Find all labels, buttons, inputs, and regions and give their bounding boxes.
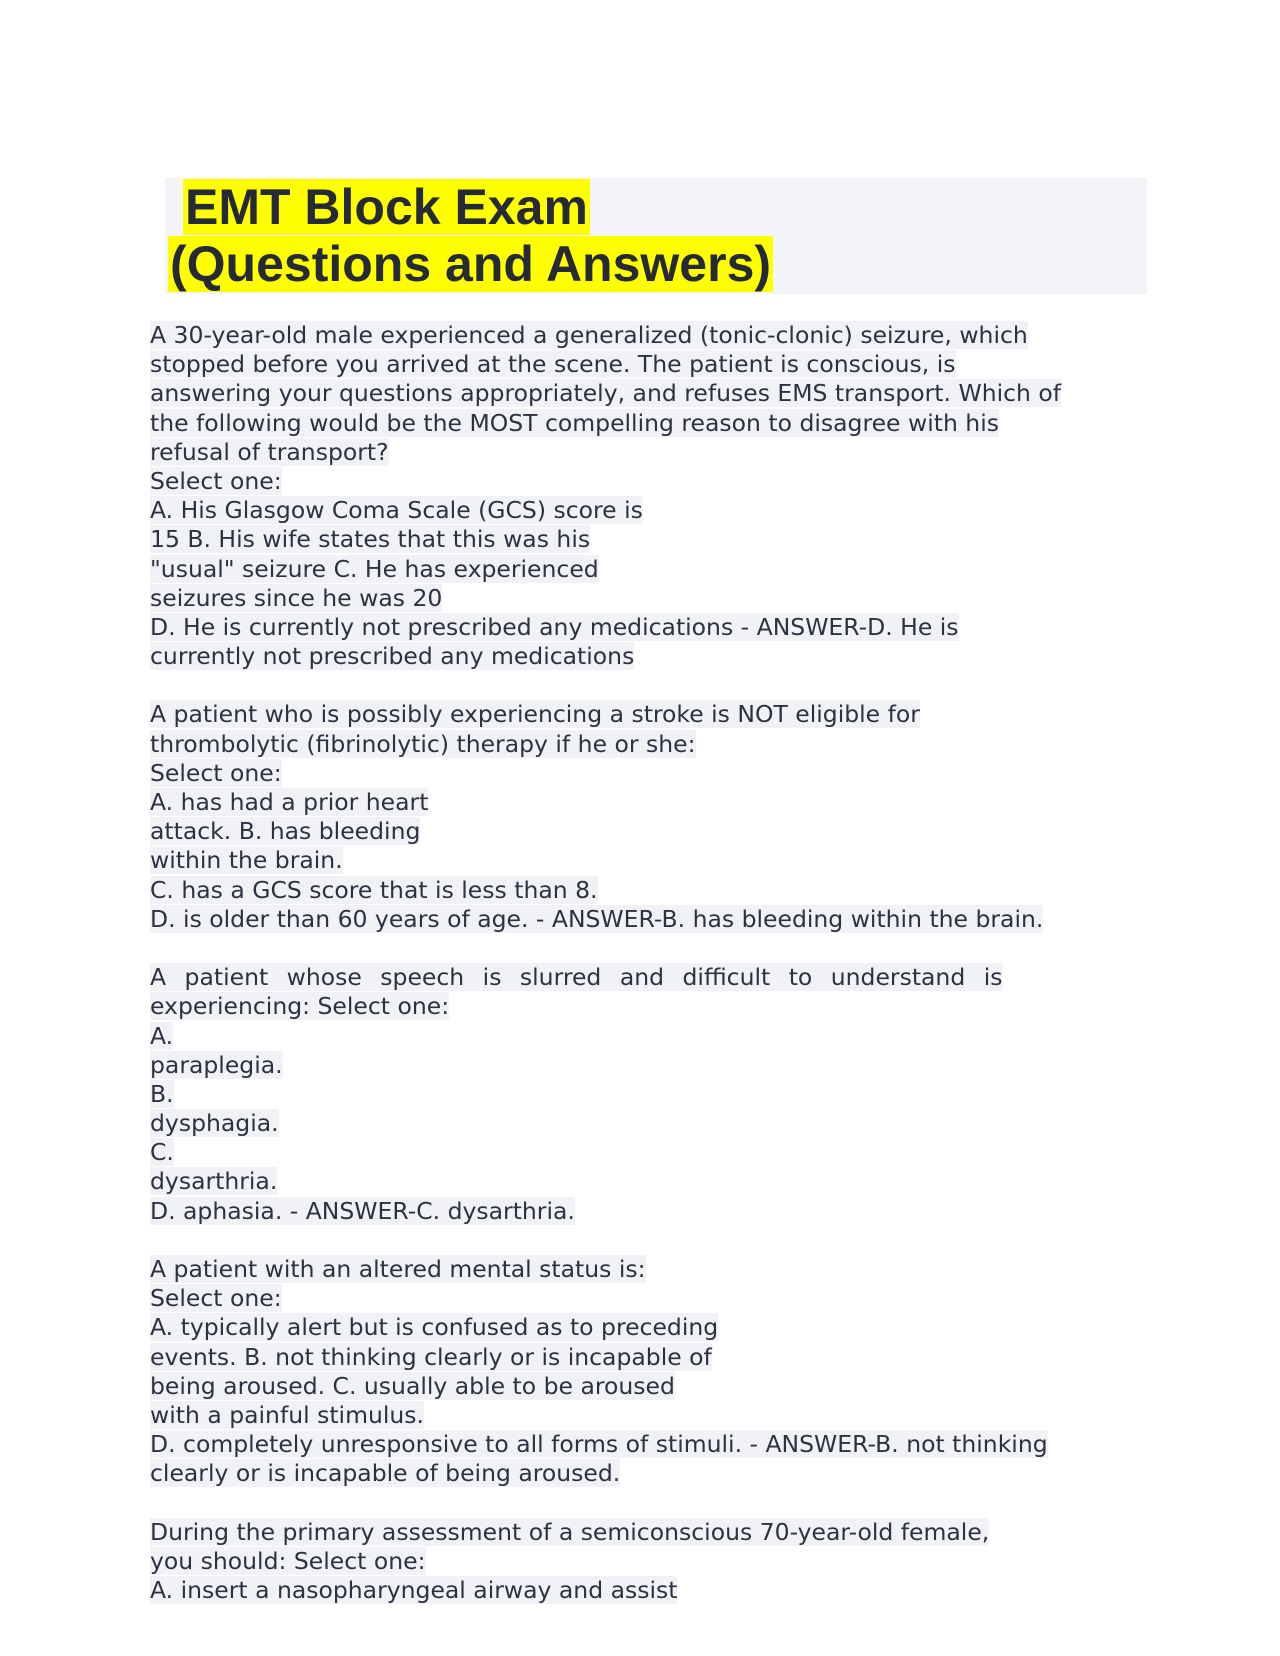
text-line: dysphagia. (150, 1109, 279, 1138)
document-title: EMT Block Exam (185, 179, 588, 235)
text-line: attack. B. has bleeding (150, 817, 421, 846)
question-block (150, 1518, 1130, 1606)
text-line: answering your questions appropriately, and refuses EMS transport. Which of (150, 379, 1062, 408)
text-line: the following would be the MOST compelling reason to disagree with his (150, 408, 999, 437)
text-line: Select one: (150, 1284, 282, 1313)
text-line: A. insert a nasopharyngeal airway and assist (150, 1576, 678, 1605)
text-line: "usual" seizure C. He has experienced (150, 554, 599, 583)
text-line: Select one: (150, 466, 282, 495)
document-body (150, 321, 1130, 1605)
text-line: thrombolytic (fibrinolytic) therapy if he or she: (150, 729, 696, 758)
text-line: D. He is currently not prescribed any medications - ANSWER-D. He is (150, 612, 959, 641)
text-line: stopped before you arrived at the scene. The patient is conscious, is (150, 350, 956, 379)
text-line: paraplegia. (150, 1050, 283, 1079)
text-line: seizures since he was 20 (150, 583, 443, 612)
text-line: C. (150, 1138, 174, 1167)
text-line: within the brain. (150, 846, 343, 875)
text-line: you should: Select one: (150, 1546, 426, 1575)
text-line: D. completely unresponsive to all forms of stimuli. - ANSWER-B. not thinking (150, 1430, 1048, 1459)
text-line: During the primary assessment of a semiconscious 70-year-old female, (150, 1517, 990, 1546)
text-line: being aroused. C. usually able to be aroused (150, 1371, 675, 1400)
question-block (150, 321, 1130, 671)
text-line: refusal of transport? (150, 437, 389, 466)
text-line: C. has a GCS score that is less than 8. (150, 875, 598, 904)
question-block (150, 963, 1130, 1226)
text-line: events. B. not thinking clearly or is incapable of (150, 1342, 712, 1371)
text-line: clearly or is incapable of being aroused. (150, 1459, 621, 1488)
document-subtitle: (Questions and Answers) (170, 236, 772, 292)
text-line: D. aphasia. - ANSWER-C. dysarthria. (150, 1196, 575, 1225)
text-line: A. His Glasgow Coma Scale (GCS) score is (150, 496, 643, 525)
text-line: dysarthria. (150, 1167, 278, 1196)
question-block (150, 1255, 1130, 1489)
text-line: Select one: (150, 758, 282, 787)
text-line: B. (150, 1079, 174, 1108)
text-line: D. is older than 60 years of age. - ANSWER-B. has bleeding within the brain. (150, 904, 1044, 933)
text-line: experiencing: Select one: (150, 992, 450, 1021)
text-line: A 30-year-old male experienced a generalized (tonic-clonic) seizure, which (150, 321, 1028, 349)
text-line: A. has had a prior heart (150, 788, 429, 816)
text-line: A. (150, 1021, 174, 1050)
text-line: A patient whose speech is slurred and difficult to understand is (150, 963, 1003, 992)
text-line: with a painful stimulus. (150, 1400, 425, 1429)
text-line: 15 B. His wife states that this was his (150, 525, 591, 554)
text-line: A patient with an altered mental status is: (150, 1255, 646, 1283)
question-block (150, 700, 1130, 934)
text-line: currently not prescribed any medications (150, 642, 635, 671)
text-line: A patient who is possibly experiencing a stroke is NOT eligible for (150, 700, 920, 729)
text-line: A. typically alert but is confused as to preceding (150, 1313, 719, 1342)
